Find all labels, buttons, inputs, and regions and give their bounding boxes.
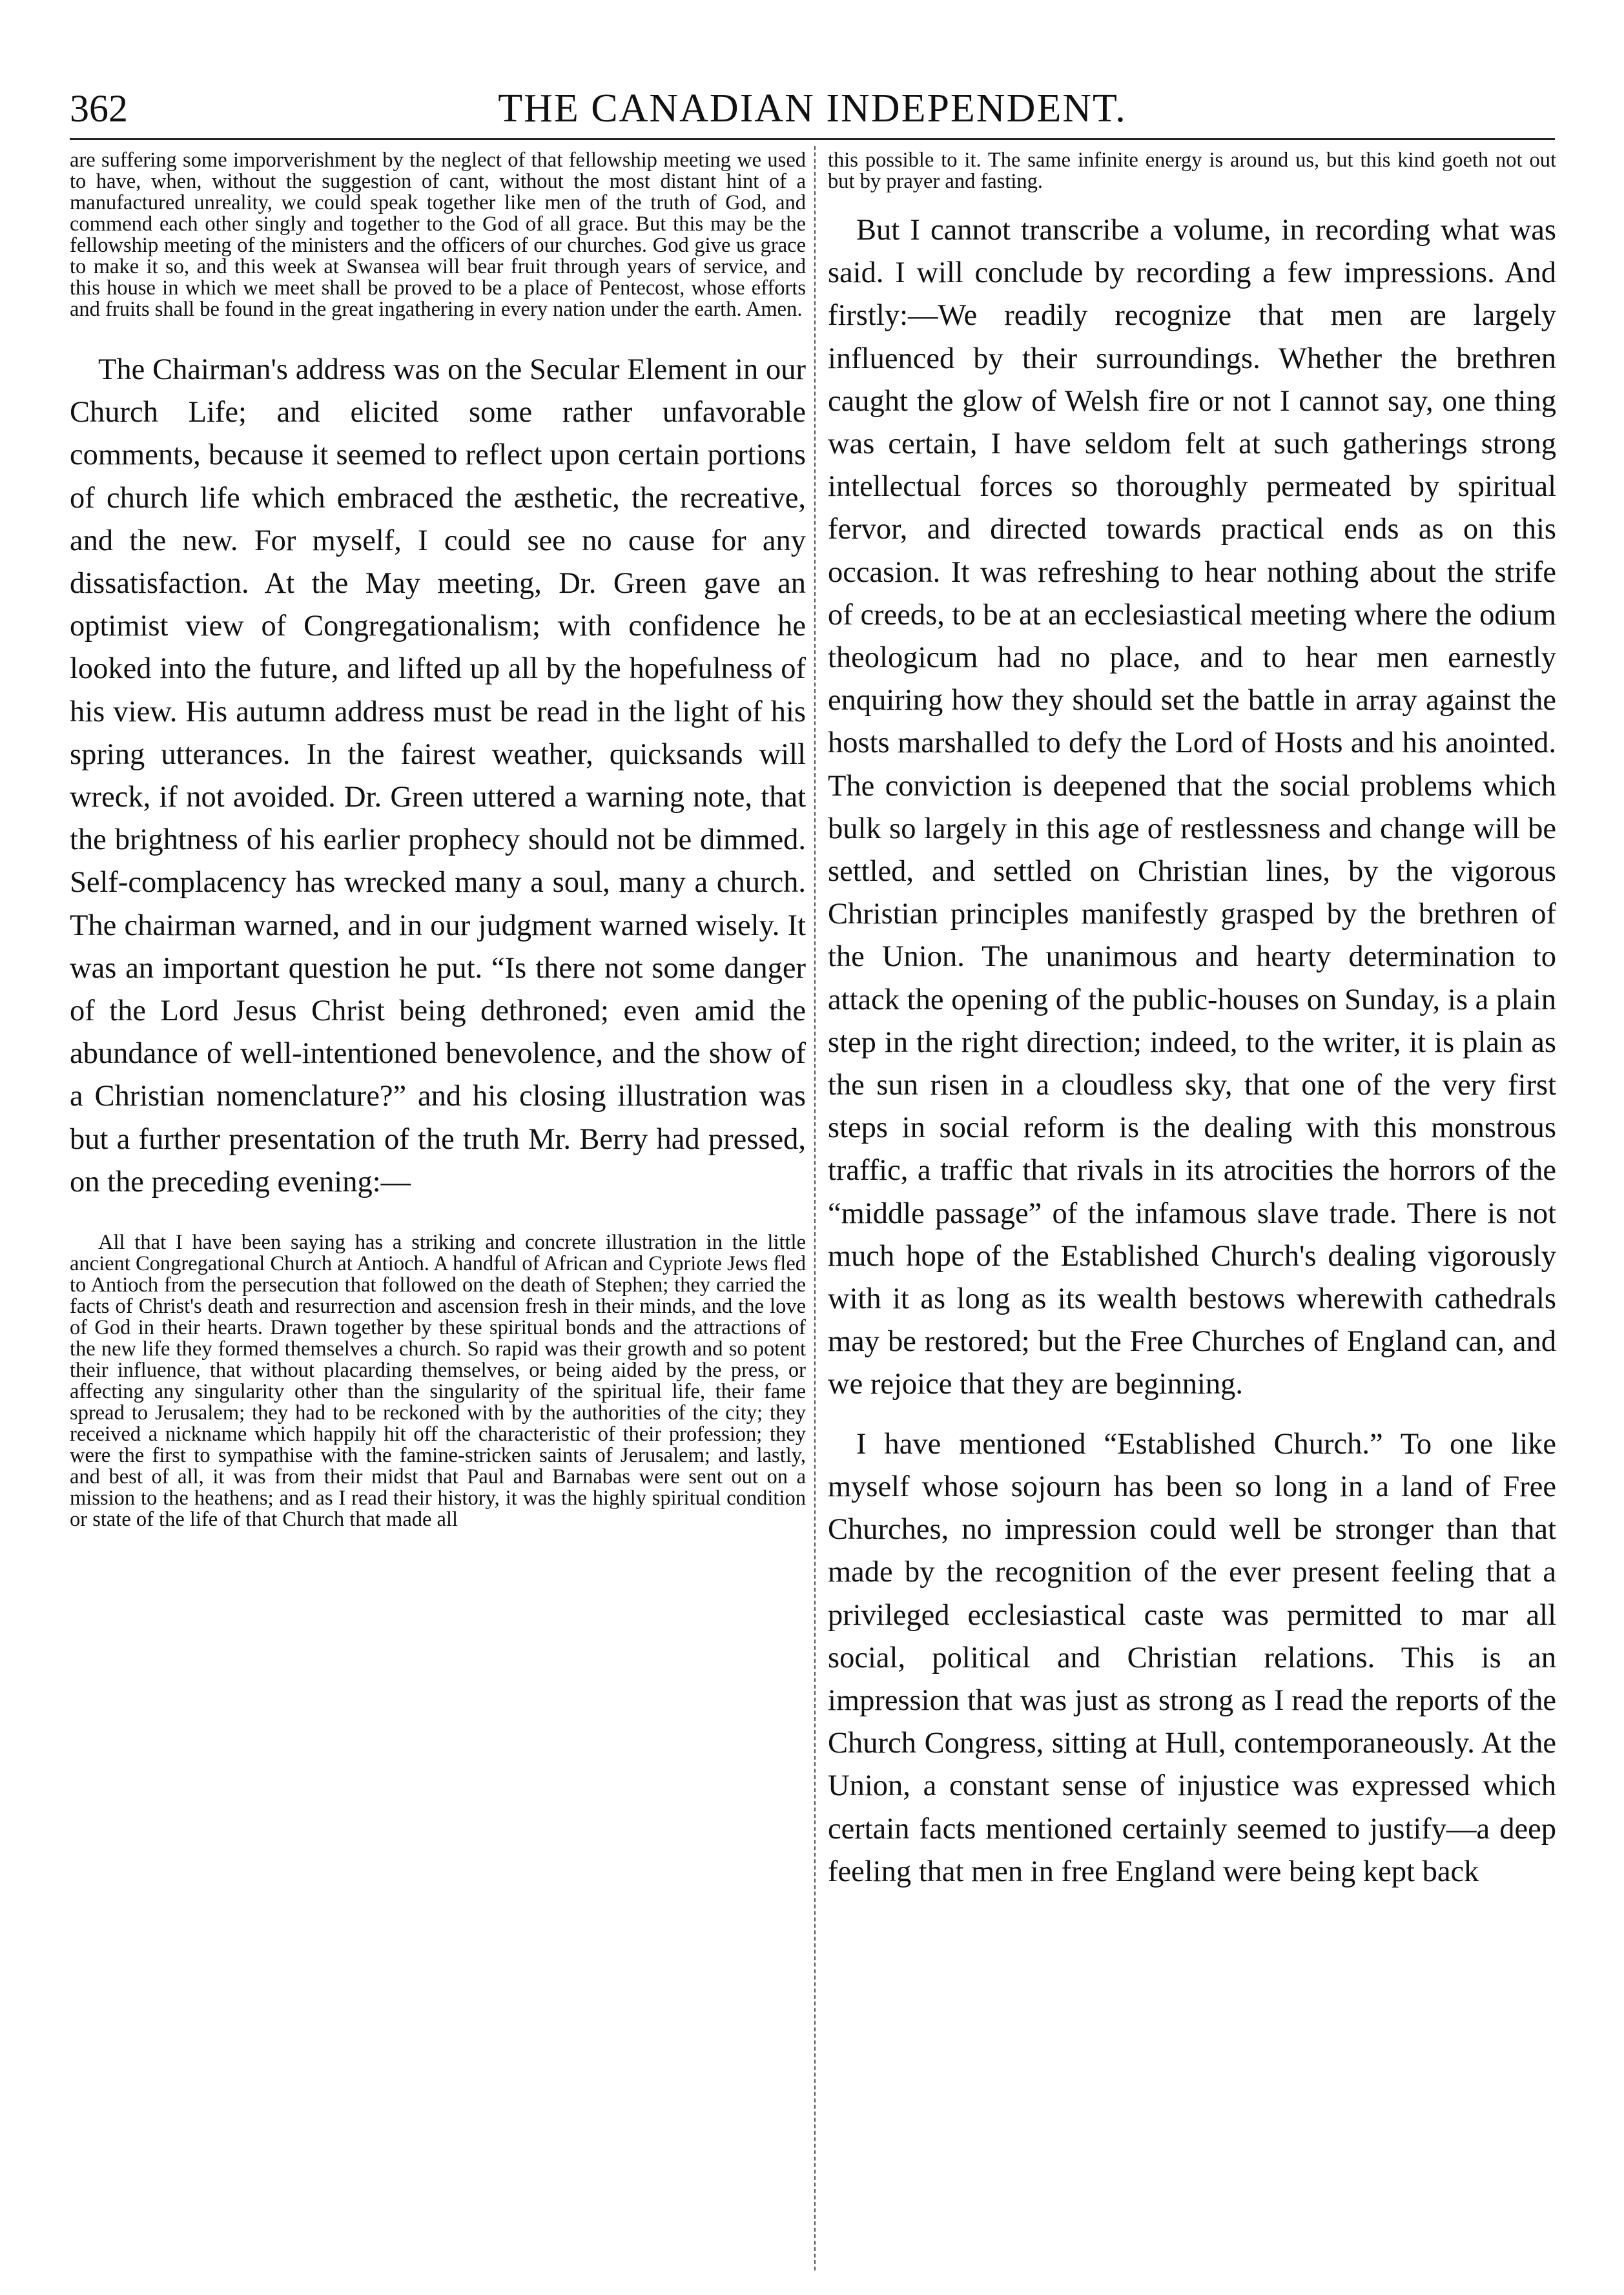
right-paragraph-1: this possible to it. The same infinite energy is around us, but this kind goeth not out but by prayer and fasting. <box>828 149 1556 193</box>
header-rule <box>70 138 1555 140</box>
journal-title: THE CANADIAN INDEPENDENT. <box>498 87 1127 130</box>
page-header <box>70 83 1555 134</box>
left-quotation: All that I have been saying has a striking and concrete illustration in the little ancient Congregational Church at Antioch. A handful of African and Cypriote Jews fled to Antioch from the persecution that followed on the death of Stephen; they carried the facts of Christ's death and resurrection and ascension fresh in their minds, and the love of God in their hearts. Drawn together by these spiritual bonds and the attractions of the new life they formed themselves a church. So rapid was their growth and so potent their influence, that without placarding themselves, or being aided by the press, or affecting any singularity other than the singularity of the spiritual life, their fame spread to Jerusalem; they had to be reckoned with by the authorities of the city; they received a nickname which happily hit off the characteristic of their profession; they were the first to sympathise with the famine-stricken saints of Jerusalem; and lastly, and best of all, it was from their midst that Paul and Barnabas were sent out on a mission to the heathens; and as I read their history, it was the highly spiritual condition or state of the life of that Church that made all <box>70 1231 806 1532</box>
right-paragraph-3: I have mentioned “Established Church.” To one like myself whose sojourn has been so long in a land of Free Churches, no impression could well be stronger than that made by the recognition of the ever present feeling that a privileged ecclesiastical caste was permitted to mar all social, political and Christian relations. This is an impression that was just as strong as I read the reports of the Church Congress, sitting at Hull, contemporaneously. At the Union, a constant sense of injustice was expressed which certain facts mentioned certainly seemed to justify—a deep feeling that men in free England were being kept back <box>828 1427 1556 1888</box>
left-column <box>70 150 806 1530</box>
left-paragraph-2: The Chairman's address was on the Secular Element in our Church Life; and elicited some rather unfavorable comments, because it seemed to reflect upon certain portions of church life which embraced the æsthetic, the recreative, and the new. For myself, I could see no cause for any dissatisfaction. At the May meeting, Dr. Green gave an optimist view of Congregationalism; with confidence he looked into the future, and lifted up all by the hopefulness of his view. His autumn address must be read in the light of his spring utterances. In the fairest weather, quicksands will wreck, if not avoided. Dr. Green uttered a warning note, that the brightness of his earlier prophecy should not be dimmed. Self-complacency has wrecked many a soul, many a church. The chairman warned, and in our judgment warned wisely. It was an important question he put. “Is there not some danger of the Lord Jesus Christ being dethroned; even amid the abundance of well-intentioned benevolence, and the show of a Christian nomenclature?” and his closing illustration was but a further presentation of the truth Mr. Berry had pressed, on the preceding evening:— <box>70 353 806 1199</box>
column-divider <box>814 146 816 2270</box>
left-paragraph-1: are suffering some imporverishment by the neglect of that fellowship meeting we used to have, when, without the suggestion of cant, without the most distant hint of a manufactured unreality, we could speak together like men of the truth of God, and commend each other singly and together to the God of all grace. But this may be the fellowship meeting of the ministers and the officers of our churches. God give us grace to make it so, and this week at Swansea will bear fruit through years of service, and this house in which we meet shall be proved to be a place of Pentecost, whose efforts and fruits shall be found in the great ingathering in every nation under the earth. Amen. <box>70 149 806 321</box>
right-paragraph-2: But I cannot transcribe a volume, in recording what was said. I will conclude by recording a few impressions. And firstly:—We readily recognize that men are largely influenced by their surroundings. Whether the brethren caught the glow of Welsh fire or not I cannot say, one thing was certain, I have seldom felt at such gatherings strong intellectual forces so thoroughly permeated by spiritual fervor, and directed towards practical ends as on this occasion. It was refreshing to hear nothing about the strife of creeds, to be at an ecclesiastical meeting where the odium theologicum had no place, and to hear men earnestly enquiring how they should set the battle in array against the hosts marshalled to defy the Lord of Hosts and his anointed. The conviction is deepened that the social problems which bulk so largely in this age of restlessness and change will be settled, and settled on Christian lines, by the vigorous Christian principles manifestly grasped by the brethren of the Union. The unanimous and hearty determination to attack the opening of the public-houses on Sunday, is a plain step in the right direction; indeed, to the writer, it is plain as the sun risen in a cloudless sky, that one of the very first steps in social reform is the dealing with this monstrous traffic, a traffic that rivals in its atrocities the horrors of the “middle passage” of the infamous slave trade. There is not much hope of the Established Church's dealing vigorously with it as long as its wealth bestows wherewith cathedrals may be restored; but the Free Churches of England can, and we rejoice that they are beginning. <box>828 214 1556 1401</box>
page-number: 362 <box>70 87 128 130</box>
right-column <box>828 150 1556 1893</box>
